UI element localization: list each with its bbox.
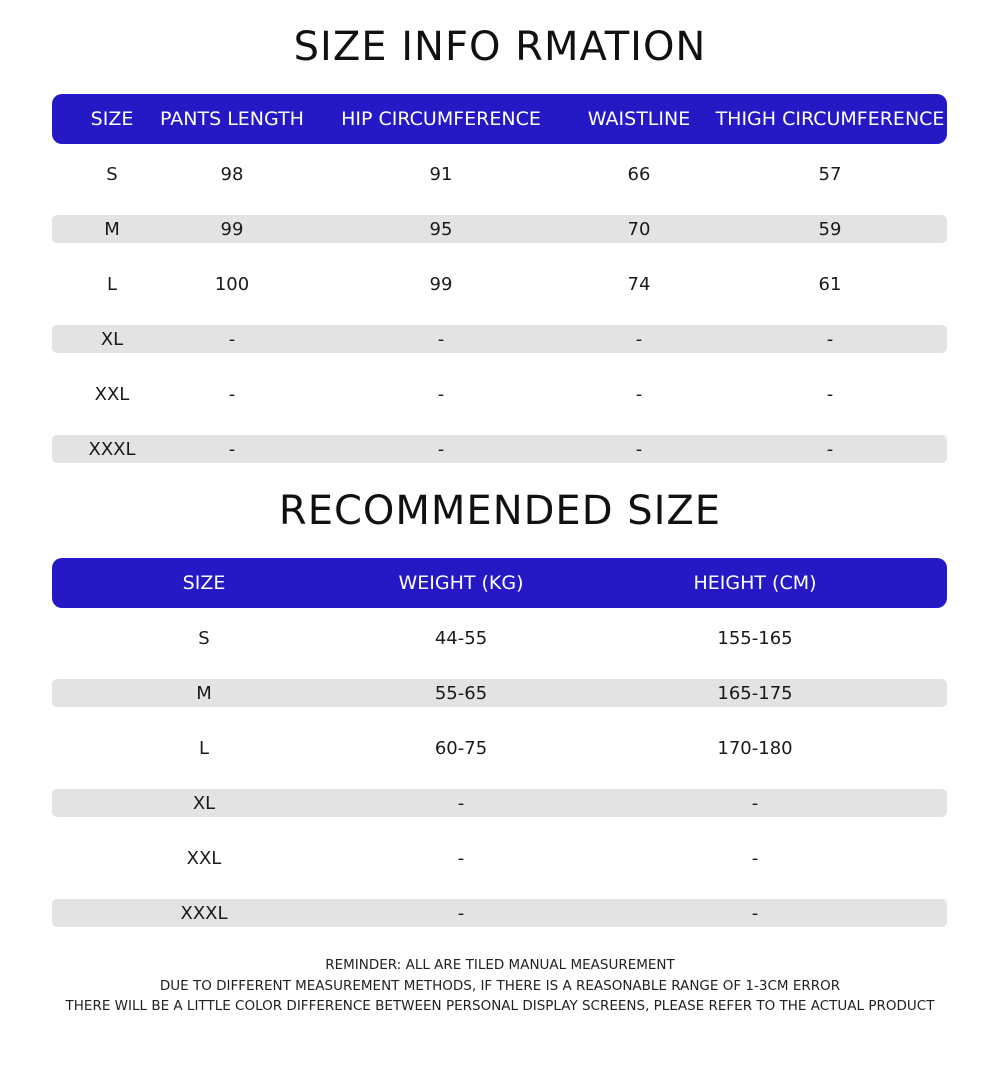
waistline-cell: 66 bbox=[627, 163, 651, 185]
pants-length-cell: - bbox=[228, 328, 236, 350]
thigh-cell: 61 bbox=[818, 273, 842, 295]
recommended-row-xxl bbox=[52, 844, 947, 872]
size-info-header-pants-length: PANTS LENGTH bbox=[160, 108, 304, 130]
size-info-header-waistline: WAISTLINE bbox=[587, 108, 691, 130]
note-reminder: REMINDER: ALL ARE TILED MANUAL MEASUREMENT bbox=[325, 957, 675, 973]
note-color-difference: THERE WILL BE A LITTLE COLOR DIFFERENCE BETWEEN PERSONAL DISPLAY SCREENS, PLEASE REFER TO THE ACTUAL PRODUCT bbox=[65, 998, 935, 1014]
recommended-header-size: SIZE bbox=[182, 572, 226, 594]
height-cell: - bbox=[751, 792, 759, 814]
size-info-header-thigh: THIGH CIRCUMFERENCE bbox=[715, 108, 945, 130]
size-cell: XL bbox=[100, 328, 124, 350]
size-info-row-l bbox=[52, 270, 947, 298]
size-info-header bbox=[52, 94, 947, 144]
pants-length-cell: 100 bbox=[214, 273, 250, 295]
weight-cell: 55-65 bbox=[434, 682, 488, 704]
measurement-notes bbox=[0, 955, 1000, 1017]
pants-length-cell: 98 bbox=[220, 163, 244, 185]
height-cell: 155-165 bbox=[717, 627, 793, 649]
size-cell: XL bbox=[192, 792, 216, 814]
thigh-cell: 57 bbox=[818, 163, 842, 185]
size-info-header-size: SIZE bbox=[90, 108, 134, 130]
thigh-cell: - bbox=[826, 438, 834, 460]
waistline-cell: - bbox=[635, 383, 643, 405]
pants-length-cell: - bbox=[228, 438, 236, 460]
recommended-header-weight: WEIGHT (KG) bbox=[398, 572, 524, 594]
size-cell: L bbox=[106, 273, 118, 295]
recommended-header-height: HEIGHT (CM) bbox=[693, 572, 817, 594]
recommended-row-l bbox=[52, 734, 947, 762]
size-cell: XXXL bbox=[180, 902, 228, 924]
height-cell: 165-175 bbox=[717, 682, 793, 704]
recommended-row-s bbox=[52, 624, 947, 652]
size-info-row-xxl bbox=[52, 380, 947, 408]
pants-length-cell: 99 bbox=[220, 218, 244, 240]
hip-cell: - bbox=[437, 438, 445, 460]
size-cell: M bbox=[104, 218, 120, 240]
size-cell: XXL bbox=[186, 847, 222, 869]
waistline-cell: - bbox=[635, 328, 643, 350]
hip-cell: - bbox=[437, 383, 445, 405]
hip-cell: 91 bbox=[429, 163, 453, 185]
recommended-row-xl bbox=[52, 789, 947, 817]
weight-cell: 60-75 bbox=[434, 737, 488, 759]
size-info-row-xl bbox=[52, 325, 947, 353]
size-info-title: SIZE INFO RMATION bbox=[293, 24, 707, 70]
pants-length-cell: - bbox=[228, 383, 236, 405]
size-cell: M bbox=[196, 682, 212, 704]
size-info-row-m bbox=[52, 215, 947, 243]
height-cell: 170-180 bbox=[717, 737, 793, 759]
waistline-cell: 74 bbox=[627, 273, 651, 295]
recommended-header bbox=[52, 558, 947, 608]
height-cell: - bbox=[751, 902, 759, 924]
size-info-header-hip: HIP CIRCUMFERENCE bbox=[341, 108, 541, 130]
weight-cell: 44-55 bbox=[434, 627, 488, 649]
recommended-row-xxxl bbox=[52, 899, 947, 927]
size-info-row-s bbox=[52, 160, 947, 188]
size-cell: S bbox=[198, 627, 210, 649]
weight-cell: - bbox=[457, 902, 465, 924]
waistline-cell: 70 bbox=[627, 218, 651, 240]
recommended-row-m bbox=[52, 679, 947, 707]
size-cell: XXXL bbox=[88, 438, 136, 460]
thigh-cell: 59 bbox=[818, 218, 842, 240]
thigh-cell: - bbox=[826, 383, 834, 405]
size-cell: S bbox=[106, 163, 118, 185]
weight-cell: - bbox=[457, 847, 465, 869]
size-cell: L bbox=[198, 737, 210, 759]
weight-cell: - bbox=[457, 792, 465, 814]
waistline-cell: - bbox=[635, 438, 643, 460]
recommended-size-title: RECOMMENDED SIZE bbox=[278, 488, 722, 534]
thigh-cell: - bbox=[826, 328, 834, 350]
hip-cell: - bbox=[437, 328, 445, 350]
hip-cell: 95 bbox=[429, 218, 453, 240]
hip-cell: 99 bbox=[429, 273, 453, 295]
note-error-range: DUE TO DIFFERENT MEASUREMENT METHODS, IF THERE IS A REASONABLE RANGE OF 1-3CM ERROR bbox=[159, 977, 841, 994]
size-cell: XXL bbox=[94, 383, 130, 405]
size-info-row-xxxl bbox=[52, 435, 947, 463]
height-cell: - bbox=[751, 847, 759, 869]
